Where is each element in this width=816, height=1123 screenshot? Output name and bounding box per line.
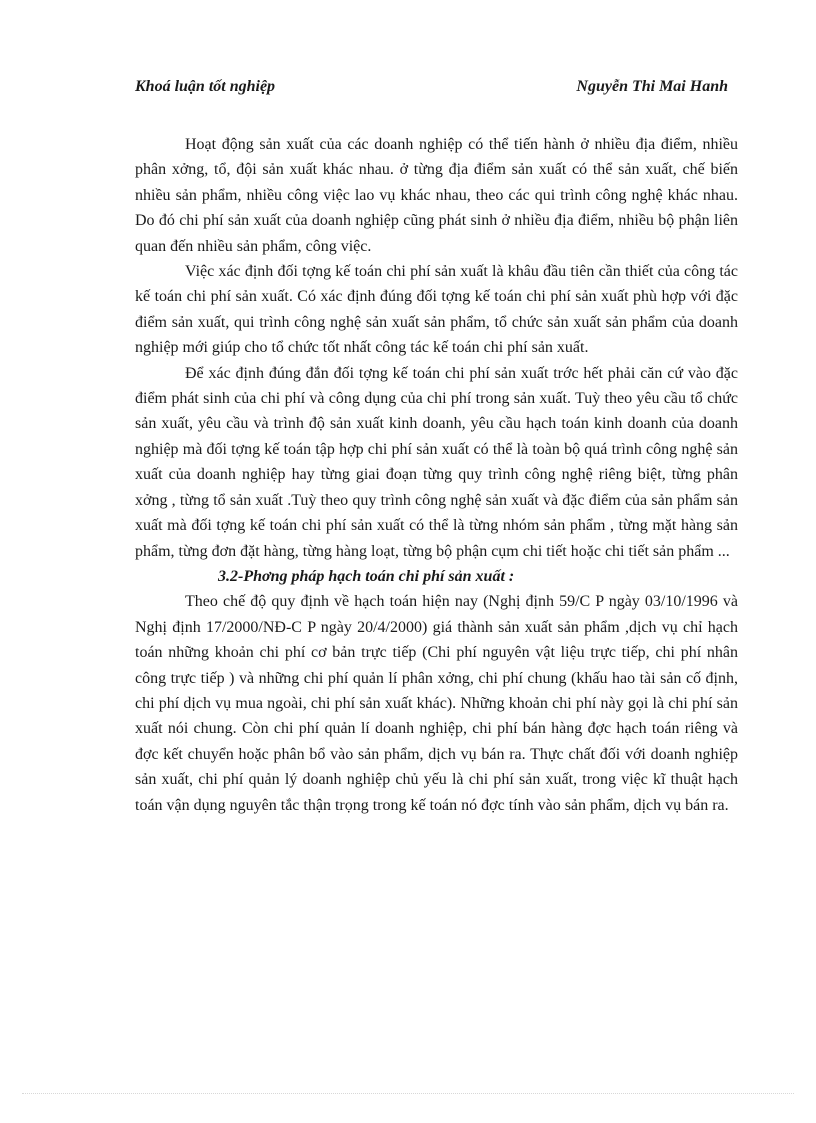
section-heading: 3.2-Phơng pháp hạch toán chi phí sản xuất :	[218, 567, 515, 585]
page-header	[135, 78, 730, 100]
paragraph-3: Để xác định đúng đắn đối tợng kế toán chi phí sản xuất trớc hết phải căn cứ vào đặc điểm phát sinh của chi phí và công dụng của chi phí trong sản xuất. Tuỳ theo yêu cầu tổ chức sản xuất, yêu cầu và trình độ sản xuất kinh doanh, yêu cầu hạch toán kinh doanh của doanh nghiệp mà đối tợng kế toán tập hợp chi phí sản xuất có thể là toàn bộ quá trình công nghệ sản xuất của doanh nghiệp hay từng giai đoạn từng quy trình công nghệ riêng biệt, từng phân xởng , từng tổ sản xuất .Tuỳ theo quy trình công nghệ sản xuất và đặc điểm của sản phẩm sản xuất mà đối tợng kế toán chi phí sản xuất có thể là từng nhóm sản phẩm , từng mặt hàng sản phẩm, từng đơn đặt hàng, từng hàng loạt, từng bộ phận cụm chi tiết hoặc chi tiết sản phẩm ...	[135, 364, 738, 560]
paragraph-1: Hoạt động sản xuất của các doanh nghiệp có thể tiến hành ở nhiều địa điểm, nhiều phân xởng, tổ, đội sản xuất khác nhau. ở từng địa điểm sản xuất có thể sản xuất, chế biến nhiều sản phẩm, nhiều công việc lao vụ khác nhau, theo các qui trình công nghệ khác nhau. Do đó chi phí sản xuất của doanh nghiệp cũng phát sinh ở nhiều địa điểm, nhiều bộ phận liên quan đến nhiều sản phẩm, công việc.	[135, 136, 738, 255]
body-text	[135, 132, 738, 818]
footer-divider	[22, 1093, 794, 1094]
paragraph-2: Việc xác định đối tợng kế toán chi phí sản xuất là khâu đầu tiên cần thiết của công tác kế toán chi phí sản xuất. Có xác định đúng đối tợng kế toán chi phí sản xuất phù hợp với đặc điểm sản xuất, qui trình công nghệ sản xuất sản phẩm, tổ chức sản xuất sản phẩm của doanh nghiệp mới giúp cho tổ chức tốt nhất công tác kế toán chi phí sản xuất.	[135, 263, 738, 357]
paragraph-4: Theo chế độ quy định về hạch toán hiện nay (Nghị định 59/C P ngày 03/10/1996 và Nghị định 17/2000/NĐ-C P ngày 20/4/2000) giá thành sản xuất sản phẩm ,dịch vụ chỉ hạch toán những khoản chi phí cơ bản trực tiếp (Chi phí nguyên vật liệu trực tiếp, chi phí nhân công trực tiếp ) và những chi phí quản lí phân xởng, chi phí chung (khấu hao tài sản cố định, chi phí dịch vụ mua ngoài, chi phí sản xuất khác). Những khoản chi phí này gọi là chi phí sản xuất nói chung. Còn chi phí quản lí doanh nghiệp, chi phí bán hàng đợc hạch toán riêng và đợc kết chuyển hoặc phân bổ vào sản phẩm, dịch vụ bán ra. Thực chất đối với doanh nghiệp sản xuất, chi phí quản lý doanh nghiệp chủ yếu là chi phí sản xuất, trong việc kĩ thuật hạch toán vận dụng nguyên tắc thận trọng trong kế toán nó đợc tính vào sản phẩm, dịch vụ bán ra.	[135, 593, 738, 814]
thesis-title: Khoá luận tốt nghiệp	[135, 78, 276, 95]
author-name: Nguyễn Thi Mai Hanh	[576, 78, 728, 95]
